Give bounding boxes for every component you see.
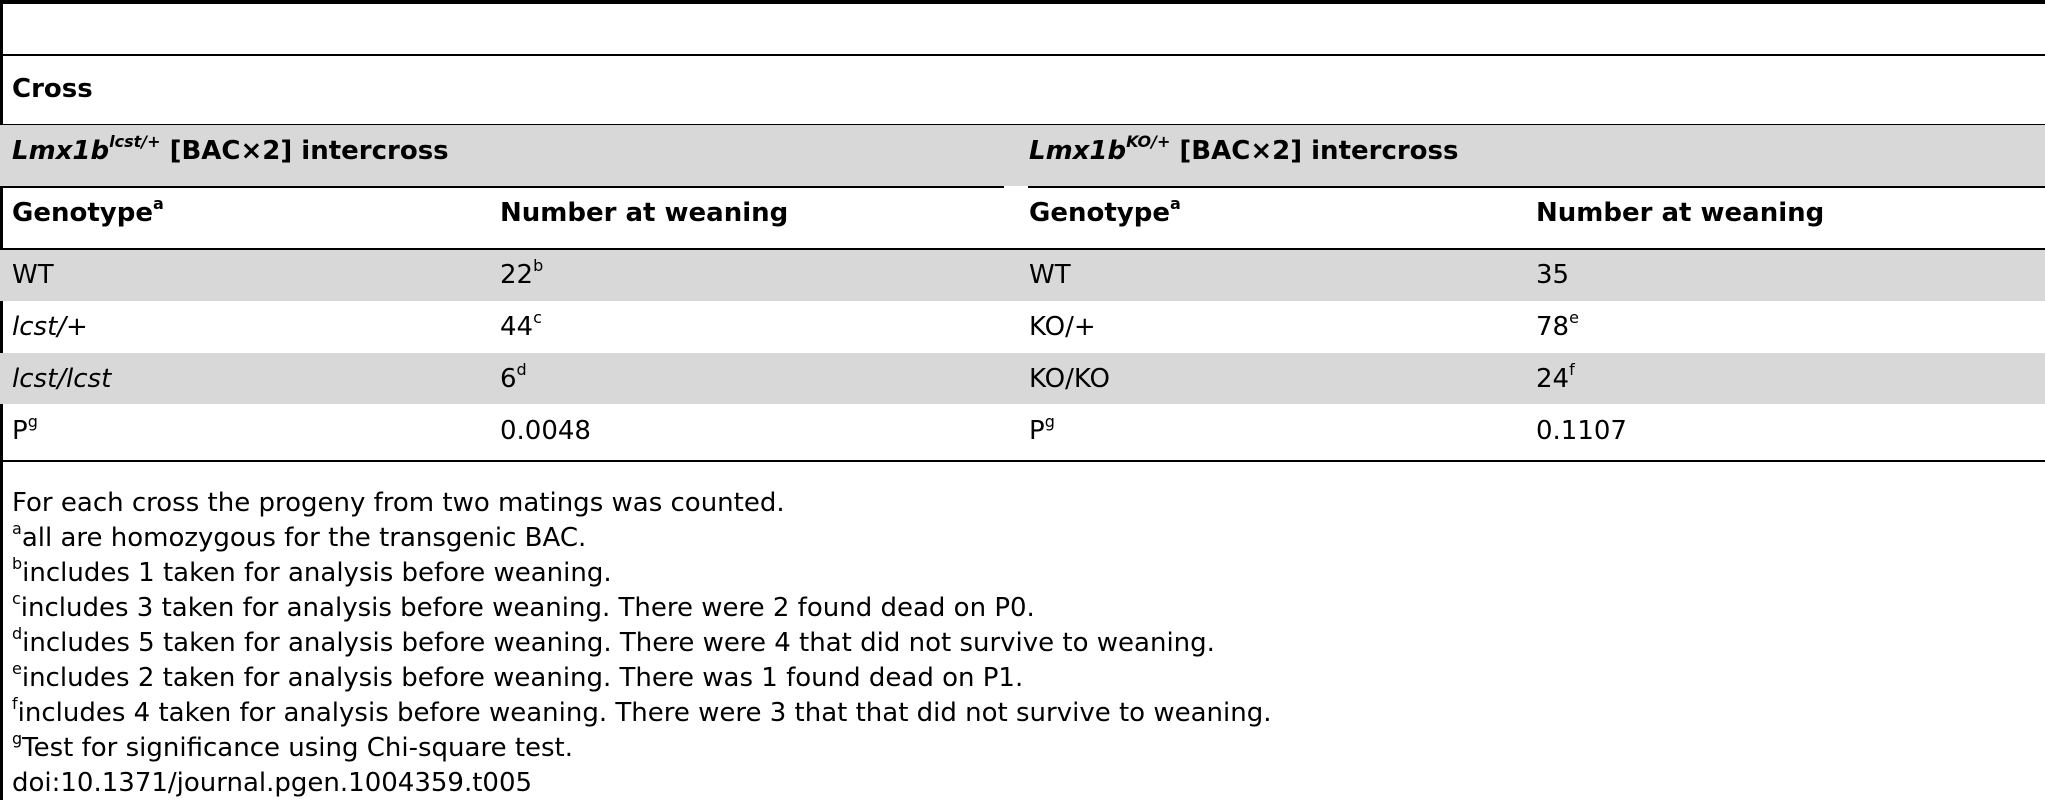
footnote-e-mark: e — [12, 659, 22, 679]
col-number-1: Number at weaning — [500, 198, 789, 228]
value-2-1-sup: c — [533, 308, 542, 328]
footnote-f-mark: f — [12, 694, 18, 714]
table-row-1-value-2: 35 — [1536, 260, 1570, 290]
row-band-1 — [0, 250, 2045, 301]
rule-table-bottom — [0, 460, 2045, 462]
group-1-allele: lcst/+ — [109, 132, 161, 152]
footnote-d — [12, 624, 1215, 658]
table-row-1-value-1 — [500, 256, 544, 290]
footnote-g-text: Test for significance using Chi-square test. — [22, 733, 574, 763]
p-label-1: P — [12, 416, 28, 446]
value-3-2-sup: f — [1569, 360, 1575, 380]
group-2-title — [1029, 132, 1459, 166]
table-row-3-value-2 — [1536, 360, 1575, 394]
col-genotype-2-label: Genotype — [1029, 198, 1170, 228]
rule-top — [0, 54, 2045, 56]
footnote-c-mark: c — [12, 589, 21, 609]
group-2-rest: [BAC×2] intercross — [1170, 136, 1459, 166]
value-2-2-sup: e — [1569, 308, 1579, 328]
doi: doi:10.1371/journal.pgen.1004359.t005 — [12, 768, 533, 798]
footnote-f — [12, 694, 1272, 728]
table-row-4-value-2: 0.1107 — [1536, 416, 1627, 446]
value-1-1: 22 — [500, 260, 534, 290]
footnote-g-mark: g — [12, 729, 23, 749]
p-label-2-sup: g — [1044, 412, 1055, 432]
value-3-1: 6 — [500, 364, 517, 394]
group-1-rest: [BAC×2] intercross — [160, 136, 449, 166]
footnote-a — [12, 519, 587, 553]
table-row-2-genotype-1: lcst/+ — [12, 312, 88, 342]
group-1-title — [12, 132, 449, 166]
footnote-f-text: includes 4 taken for analysis before weaning. There were 3 that that did not survive to weaning. — [17, 698, 1272, 728]
group-2-gene: Lmx1b — [1029, 136, 1127, 166]
table-row-3-genotype-2: KO/KO — [1029, 364, 1110, 394]
table-row-2-value-1 — [500, 308, 542, 342]
table-row-1-genotype-2: WT — [1029, 260, 1071, 290]
table-row-1-genotype-1: WT — [12, 260, 54, 290]
row-band-3 — [0, 353, 2045, 404]
footnote-e — [12, 659, 1024, 693]
footnote-b-mark: b — [12, 554, 23, 574]
top-border — [0, 0, 2045, 4]
group-2-underline — [1028, 186, 2045, 188]
footnote-a-mark: a — [12, 519, 22, 539]
col-number-2: Number at weaning — [1536, 198, 1825, 228]
footnote-b — [12, 554, 612, 588]
table-row-2-genotype-2: KO/+ — [1029, 312, 1096, 342]
footnote-c — [12, 589, 1035, 623]
col-genotype-2 — [1029, 194, 1181, 228]
table-row-4-value-1: 0.0048 — [500, 416, 591, 446]
footnote-d-text: includes 5 taken for analysis before weaning. There were 4 that did not survive to weaning. — [22, 628, 1215, 658]
table-row-4-genotype-2 — [1029, 412, 1055, 446]
col-genotype-2-sup: a — [1169, 194, 1181, 214]
footnote-g — [12, 729, 574, 763]
p-label-2: P — [1029, 416, 1045, 446]
group-1-underline — [0, 186, 1004, 188]
col-genotype-1-label: Genotype — [12, 198, 153, 228]
value-1-1-sup: b — [533, 256, 544, 276]
table-row-3-genotype-1: lcst/lcst — [12, 364, 112, 394]
group-1-gene: Lmx1b — [12, 136, 110, 166]
value-2-1: 44 — [500, 312, 534, 342]
footnote-d-mark: d — [12, 624, 23, 644]
cross-header: Cross — [12, 74, 93, 104]
footnote-a-text: all are homozygous for the transgenic BAC. — [21, 523, 587, 553]
value-3-2: 24 — [1536, 364, 1570, 394]
group-2-allele: KO/+ — [1126, 132, 1171, 152]
col-genotype-1-sup: a — [152, 194, 164, 214]
value-3-1-sup: d — [516, 360, 527, 380]
footnote-e-text: includes 2 taken for analysis before weaning. There was 1 found dead on P1. — [21, 663, 1024, 693]
col-genotype-1 — [12, 194, 164, 228]
table-row-2-value-2 — [1536, 308, 1579, 342]
table-row-4-genotype-1 — [12, 412, 38, 446]
p-label-1-sup: g — [27, 412, 38, 432]
footnote-c-text: includes 3 taken for analysis before weaning. There were 2 found dead on P0. — [20, 593, 1035, 623]
footnote-b-text: includes 1 taken for analysis before weaning. — [22, 558, 612, 588]
footnote-intro: For each cross the progeny from two matings was counted. — [12, 488, 785, 518]
table-row-3-value-1 — [500, 360, 527, 394]
value-2-2: 78 — [1536, 312, 1570, 342]
